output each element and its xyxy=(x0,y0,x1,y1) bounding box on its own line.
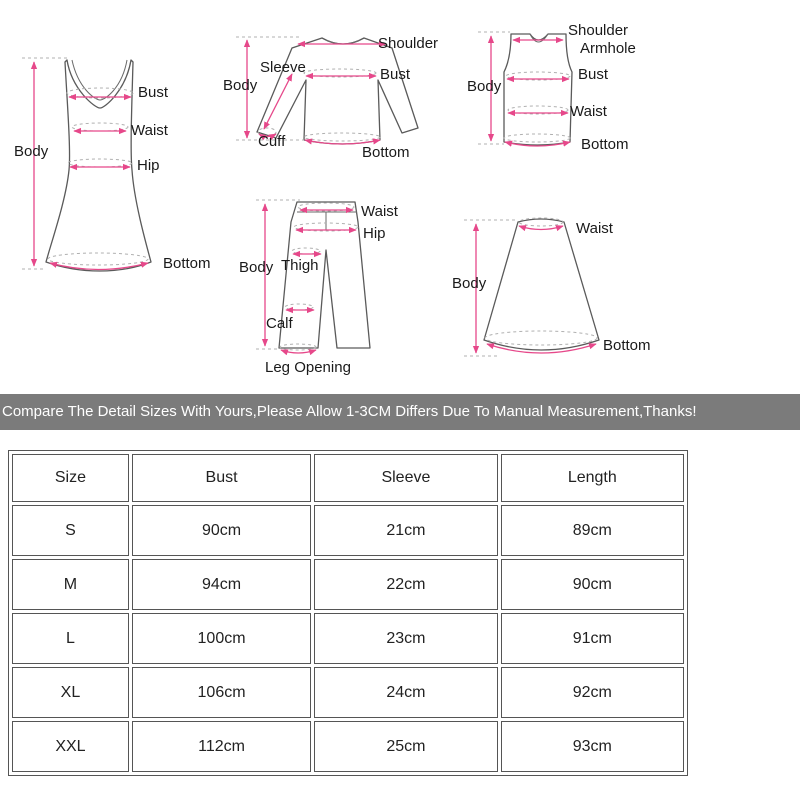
cell-size: L xyxy=(12,613,129,664)
vest-outline xyxy=(504,34,572,145)
top-cuff-label: Cuff xyxy=(258,133,286,150)
cell-bust: 94cm xyxy=(132,559,311,610)
top-sleeve-label: Sleeve xyxy=(260,59,306,76)
header-bust: Bust xyxy=(132,454,311,502)
skirt-body-label: Body xyxy=(452,275,487,292)
pants-diagram xyxy=(239,200,399,376)
vest-bust-label: Bust xyxy=(578,66,609,83)
table-header-row xyxy=(12,454,684,502)
header-length: Length xyxy=(501,454,684,502)
header-sleeve: Sleeve xyxy=(314,454,497,502)
top-bottom-label: Bottom xyxy=(362,144,410,161)
cell-size: XL xyxy=(12,667,129,718)
cell-bust: 100cm xyxy=(132,613,311,664)
skirt-waist-label: Waist xyxy=(576,220,613,237)
dress-waist-label: Waist xyxy=(131,122,168,139)
vest-armhole-label: Armhole xyxy=(580,40,636,57)
skirt-diagram xyxy=(452,218,651,356)
vest-bottom-label: Bottom xyxy=(581,136,629,153)
cell-length: 92cm xyxy=(501,667,684,718)
vest-waist-label: Waist xyxy=(570,103,607,120)
dress-bottom-label: Bottom xyxy=(163,255,211,272)
vest-diagram xyxy=(467,22,636,153)
measurement-diagram xyxy=(0,0,800,392)
vest-shoulder-label: Shoulder xyxy=(568,22,629,39)
cell-size: S xyxy=(12,505,129,556)
dress-diagram xyxy=(14,58,211,272)
pants-body-label: Body xyxy=(239,259,274,276)
table-row xyxy=(12,667,684,718)
cell-size: XXL xyxy=(12,721,129,772)
pants-hip-label: Hip xyxy=(363,225,386,242)
pants-calf-label: Calf xyxy=(266,315,293,332)
top-body-label: Body xyxy=(223,77,258,94)
cell-bust: 106cm xyxy=(132,667,311,718)
dress-hip-label: Hip xyxy=(137,157,160,174)
cell-bust: 90cm xyxy=(132,505,311,556)
pants-thigh-label: Thigh xyxy=(281,257,319,274)
pants-waist-label: Waist xyxy=(361,203,398,220)
vest-body-label: Body xyxy=(467,78,502,95)
cell-bust: 112cm xyxy=(132,721,311,772)
cell-length: 91cm xyxy=(501,613,684,664)
pants-leg-opening-label: Leg Opening xyxy=(265,359,351,376)
table-row xyxy=(12,613,684,664)
skirt-bottom-label: Bottom xyxy=(603,337,651,354)
top-shoulder-label: Shoulder xyxy=(378,35,439,52)
dress-outline xyxy=(46,60,151,271)
dress-bust-label: Bust xyxy=(138,84,169,101)
measurement-note-banner: Compare The Detail Sizes With Yours,Please Allow 1-3CM Differs Due To Manual Measurement,Thanks! xyxy=(0,394,800,430)
cell-length: 90cm xyxy=(501,559,684,610)
cell-size: M xyxy=(12,559,129,610)
table-row xyxy=(12,721,684,772)
cell-sleeve: 24cm xyxy=(314,667,497,718)
top-outline xyxy=(257,38,418,144)
skirt-outline xyxy=(484,219,599,350)
cell-sleeve: 25cm xyxy=(314,721,497,772)
cell-length: 93cm xyxy=(501,721,684,772)
table-row xyxy=(12,559,684,610)
table-row xyxy=(12,505,684,556)
cell-sleeve: 21cm xyxy=(314,505,497,556)
cell-length: 89cm xyxy=(501,505,684,556)
size-chart-table xyxy=(8,450,688,776)
top-diagram xyxy=(223,35,438,161)
top-bust-label: Bust xyxy=(380,66,411,83)
cell-sleeve: 23cm xyxy=(314,613,497,664)
header-size: Size xyxy=(12,454,129,502)
cell-sleeve: 22cm xyxy=(314,559,497,610)
dress-body-label: Body xyxy=(14,143,49,160)
